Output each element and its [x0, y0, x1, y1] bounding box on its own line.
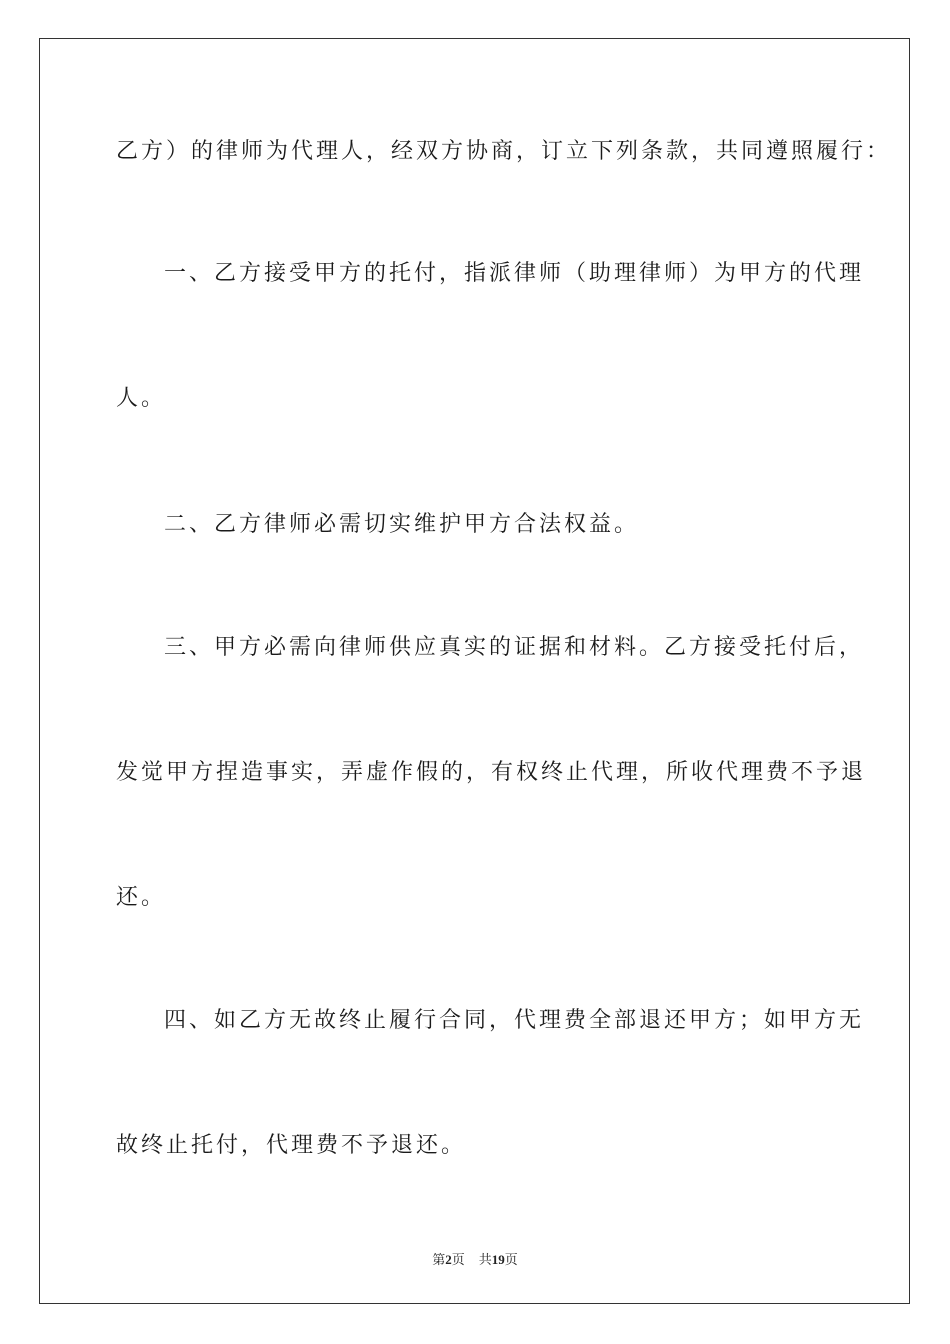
footer-page-number: 2: [445, 1252, 452, 1267]
body-line-4: 二、乙方律师必需切实维护甲方合法权益。: [164, 512, 640, 537]
body-line-8: 四、如乙方无故终止履行合同，代理费全部退还甲方；如甲方无: [164, 1008, 865, 1033]
page-border: [39, 38, 910, 1304]
body-line-2: 一、乙方接受甲方的托付，指派律师（助理律师）为甲方的代理: [164, 261, 865, 286]
footer-total-suffix: 页: [504, 1252, 518, 1267]
footer-total-pages: 19: [491, 1252, 505, 1267]
footer-page-prefix: 第: [432, 1252, 446, 1267]
body-line-5: 三、甲方必需向律师供应真实的证据和材料。乙方接受托付后，: [164, 635, 865, 660]
body-line-7: 还。: [116, 885, 167, 910]
body-line-6: 发觉甲方捏造事实，弄虚作假的，有权终止代理，所收代理费不予退: [116, 760, 867, 785]
page-footer: [0, 1249, 950, 1268]
footer-page-suffix: 页: [451, 1252, 465, 1267]
body-line-1: 乙方）的律师为代理人，经双方协商，订立下列条款，共同遵照履行：: [116, 139, 892, 164]
footer-total-prefix: 共: [478, 1252, 492, 1267]
body-line-9: 故终止托付，代理费不予退还。: [116, 1133, 467, 1158]
body-line-3: 人。: [116, 386, 167, 411]
